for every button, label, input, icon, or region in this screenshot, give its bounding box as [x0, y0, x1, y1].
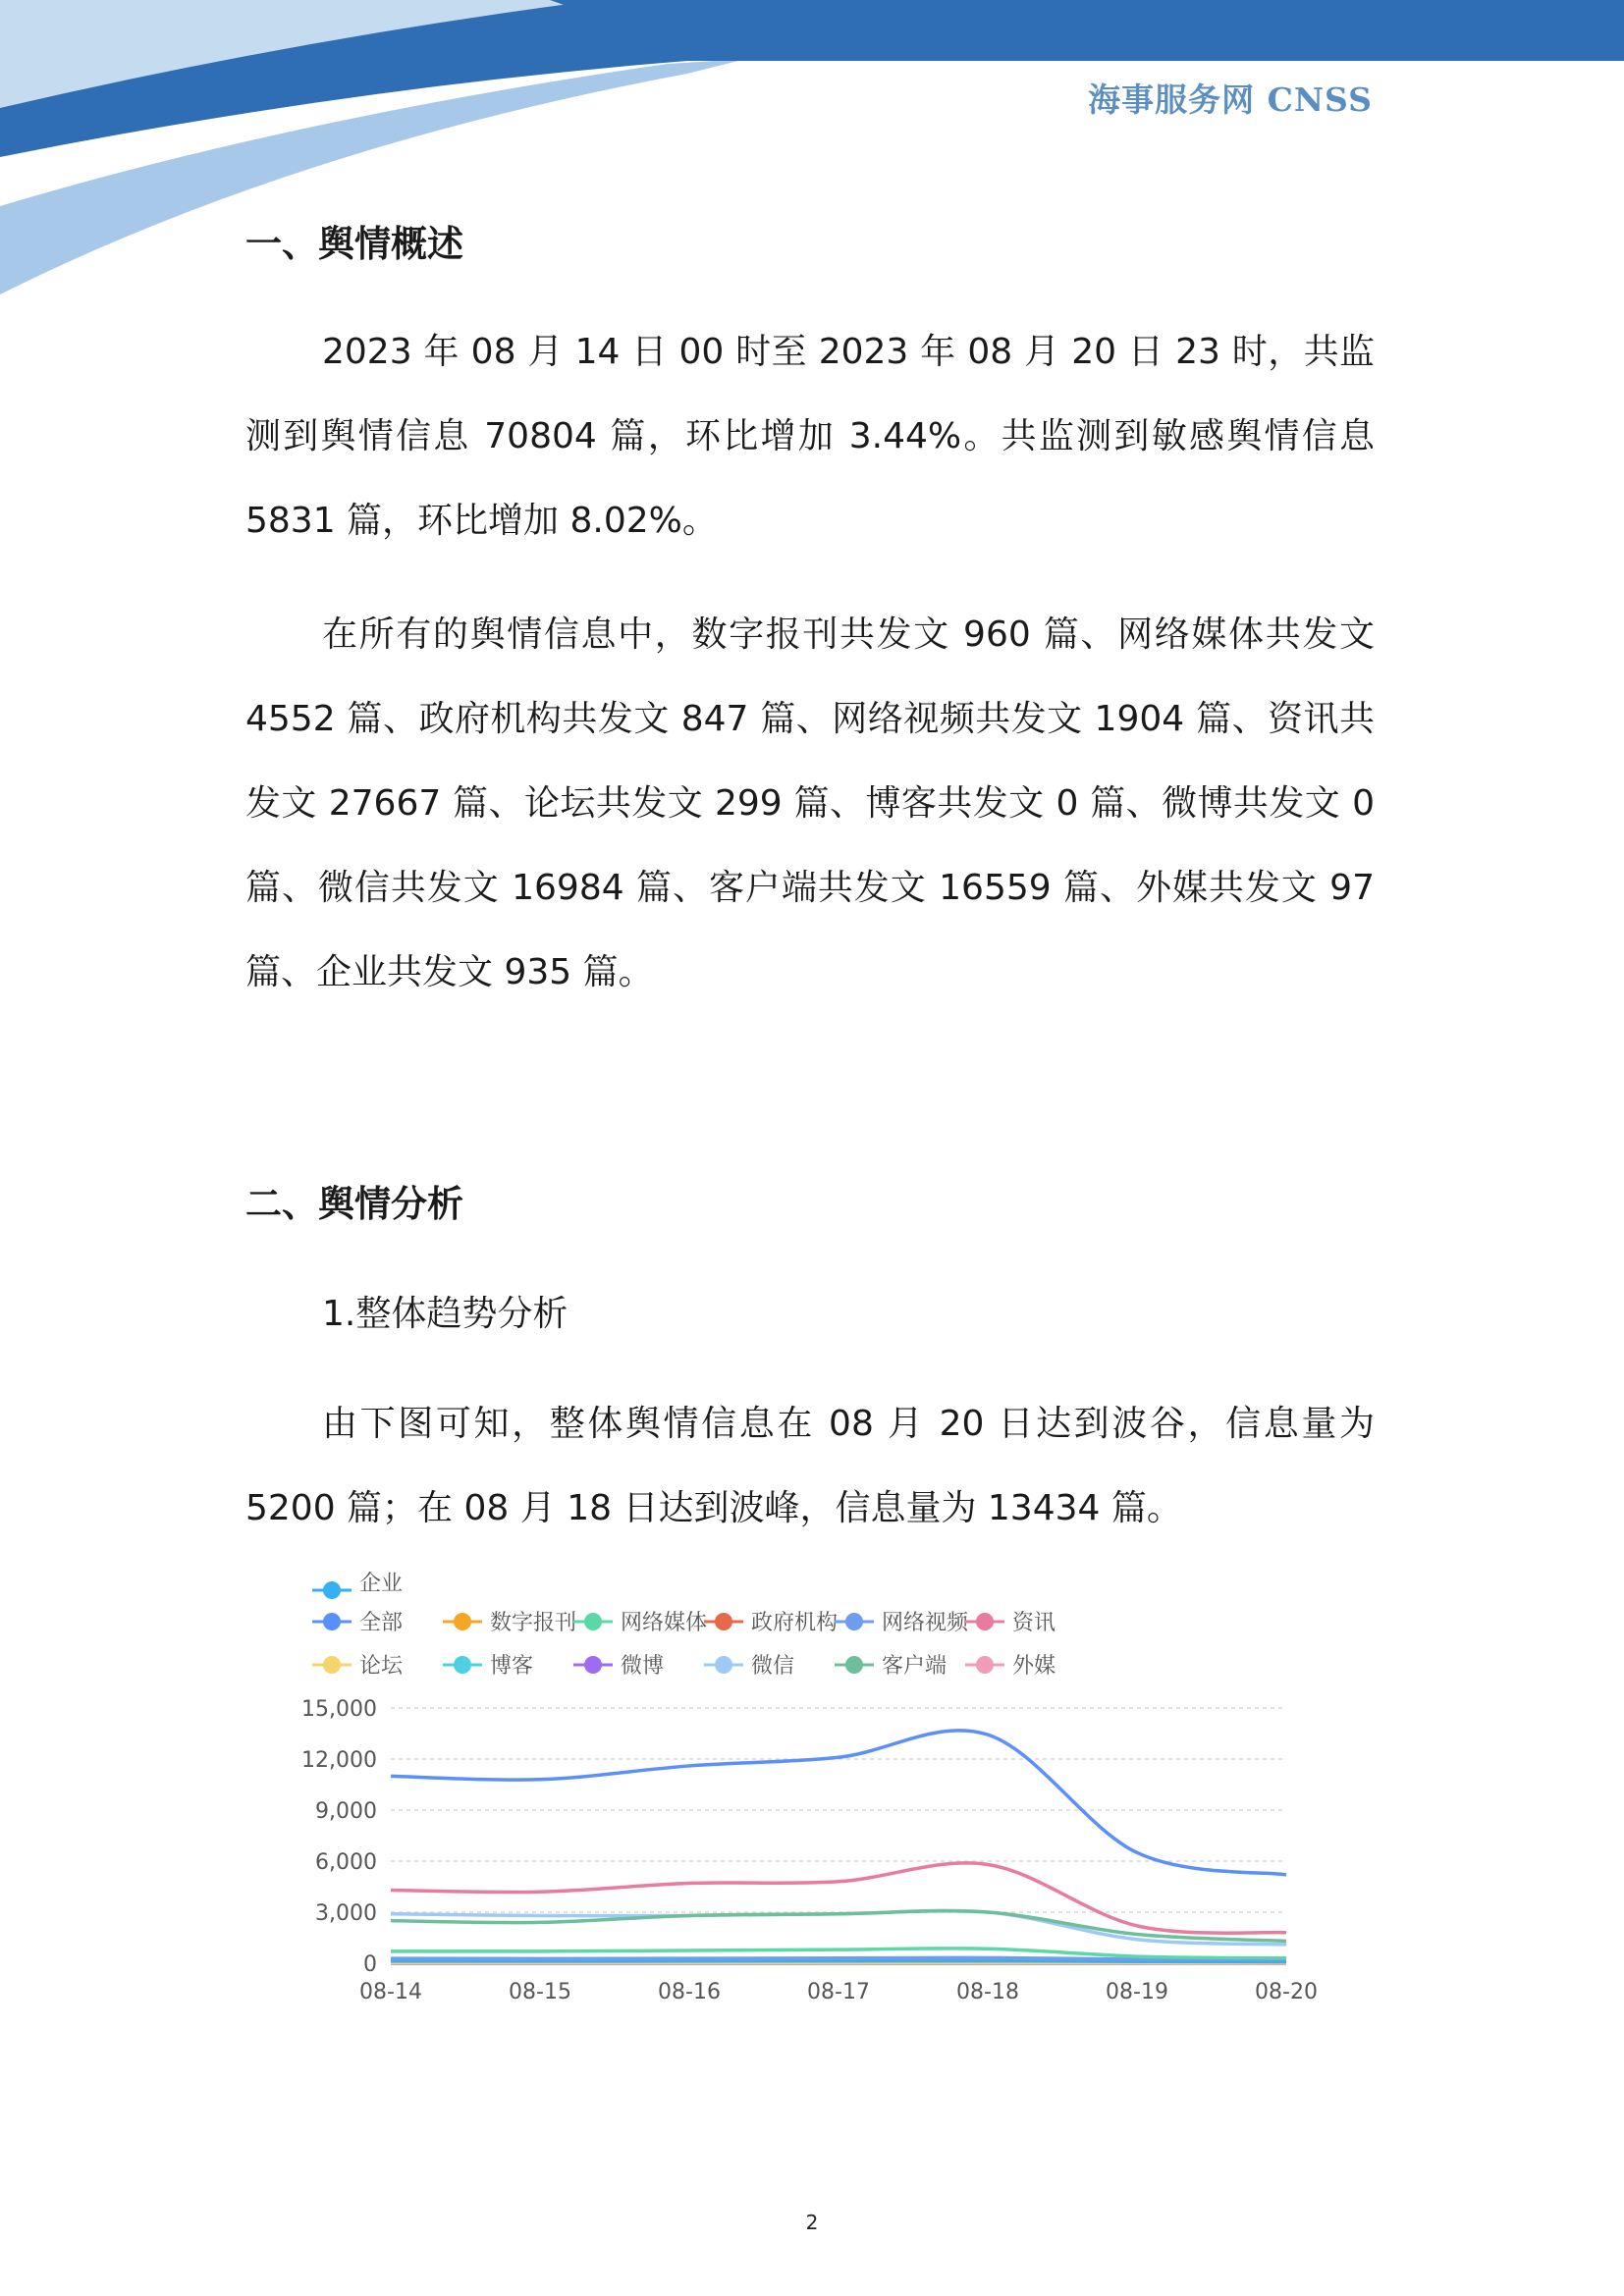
legend-label-9: 微信 [751, 1654, 795, 1679]
legend-label-12: 企业 [359, 1572, 404, 1596]
legend-marker-1 [454, 1613, 471, 1630]
section-heading-analysis: 二、舆情分析 [245, 1183, 463, 1225]
legend-marker-12 [323, 1581, 341, 1599]
section-heading-overview: 一、舆情概述 [245, 223, 463, 265]
legend-label-6: 论坛 [359, 1654, 404, 1679]
x-tick-label-0: 08-14 [359, 1980, 422, 2004]
x-tick-label-3: 08-17 [807, 1980, 870, 2004]
legend-marker-3 [715, 1613, 732, 1630]
legend-marker-8 [584, 1656, 602, 1674]
legend-label-0: 全部 [359, 1611, 404, 1635]
x-tick-label-2: 08-16 [658, 1980, 721, 2004]
trend-line-chart [285, 1572, 1345, 2012]
legend-label-11: 外媒 [1012, 1654, 1056, 1679]
y-tick-label-5: 15,000 [301, 1697, 377, 1722]
trend-paragraph: 由下图可知，整体舆情信息在 08 月 20 日达到波谷，信息量为 5200 篇；在 08 月 18 日达到波峰，信息量为 13434 篇。 [245, 1404, 1375, 1528]
legend-marker-10 [845, 1656, 863, 1674]
overview-paragraph-1: 2023 年 08 月 14 日 00 时至 2023 年 08 月 20 日 23 时，共监测到舆情信息 70804 篇，环比增加 3.44%。共监测到敏感舆情信息 5831 篇，环比增加 8.02%。 [245, 332, 1375, 541]
brand-logo: 海事服务网 CNSS [1088, 80, 1373, 119]
legend-label-4: 网络视频 [882, 1611, 969, 1635]
series-line-0 [391, 1731, 1286, 1875]
legend-marker-11 [976, 1656, 994, 1674]
x-tick-label-1: 08-15 [509, 1980, 571, 2004]
x-tick-label-5: 08-19 [1106, 1980, 1168, 2004]
legend-label-10: 客户端 [882, 1654, 947, 1679]
legend-marker-2 [584, 1613, 602, 1630]
header-banner [0, 0, 1624, 294]
y-tick-label-3: 9,000 [315, 1799, 377, 1824]
x-tick-label-6: 08-20 [1255, 1980, 1318, 2004]
page-number: 2 [805, 2211, 819, 2234]
y-tick-label-1: 3,000 [315, 1901, 377, 1926]
legend-marker-9 [715, 1656, 732, 1674]
legend-marker-5 [976, 1613, 994, 1630]
legend-marker-0 [323, 1613, 341, 1630]
legend-label-7: 博客 [490, 1654, 534, 1679]
legend-marker-4 [845, 1613, 863, 1630]
legend-label-1: 数字报刊 [490, 1611, 577, 1635]
y-tick-label-2: 6,000 [315, 1850, 377, 1875]
x-tick-label-4: 08-18 [956, 1980, 1019, 2004]
subsection-heading-trend: 1.整体趋势分析 [322, 1294, 568, 1334]
legend-label-8: 微博 [621, 1654, 665, 1679]
legend-label-5: 资讯 [1012, 1611, 1056, 1635]
legend-marker-6 [323, 1656, 341, 1674]
y-tick-label-4: 12,000 [301, 1748, 377, 1773]
legend-label-3: 政府机构 [751, 1611, 839, 1635]
overview-paragraph-2: 在所有的舆情信息中，数字报刊共发文 960 篇、网络媒体共发文 4552 篇、政府机构共发文 847 篇、网络视频共发文 1904 篇、资讯共发文 27667 篇、论坛共发文 299 篇、博客共发文 0 篇、微博共发文 0 篇、微信共发文 16984 篇、客户端共发文 16559 篇、外媒共发文 97 篇、企业共发文 935 篇。 [245, 614, 1375, 992]
y-tick-label-0: 0 [363, 1952, 377, 1977]
legend-label-2: 网络媒体 [621, 1611, 708, 1635]
legend-marker-7 [454, 1656, 471, 1674]
